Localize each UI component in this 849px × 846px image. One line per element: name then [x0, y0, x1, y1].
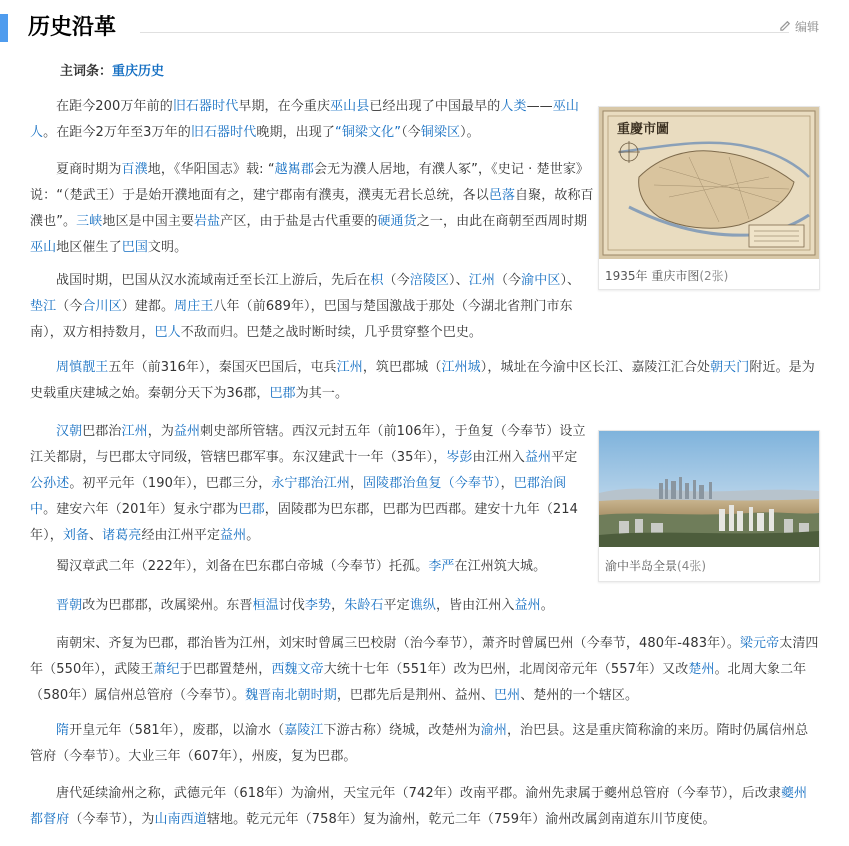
- paragraph-text: （今: [494, 273, 522, 288]
- inline-link[interactable]: 周庄王: [174, 299, 214, 314]
- inline-link[interactable]: 垫江: [30, 299, 57, 314]
- paragraph: [30, 419, 590, 549]
- paragraph-text: 经由江州平定: [141, 528, 221, 543]
- inline-link[interactable]: 铜梁区: [420, 125, 461, 140]
- inline-link[interactable]: 益州: [514, 598, 541, 613]
- paragraph-text: 开皇元年（581年），废郡，以渝水（: [69, 723, 285, 738]
- inline-link[interactable]: 山南西道: [154, 812, 207, 827]
- paragraph: [30, 781, 820, 833]
- paragraph-text: 夏商时期为: [56, 162, 122, 177]
- paragraph-text: 辖地。乾元元年（758年）复为渝州，乾元二年（759年）渝州改属剑南道东川节度使。: [206, 812, 716, 827]
- paragraph-text: 地区催生了: [56, 240, 122, 255]
- inline-link[interactable]: 益州: [220, 528, 247, 543]
- paragraph-text: ）建都。: [121, 299, 175, 314]
- inline-link[interactable]: 旧石器时代: [190, 125, 257, 140]
- figure-panorama-count: (4张): [677, 559, 707, 573]
- inline-link[interactable]: 百濮: [121, 162, 148, 177]
- figure-panorama-caption: [605, 557, 706, 574]
- inline-link[interactable]: 江州: [468, 273, 495, 288]
- inline-link[interactable]: 李势: [304, 598, 332, 613]
- inline-link[interactable]: 江州: [121, 424, 148, 439]
- figure-panorama[interactable]: [598, 430, 820, 582]
- inline-link[interactable]: 谯纵: [409, 598, 436, 613]
- main-entry-label: 主词条：: [60, 64, 113, 79]
- inline-link[interactable]: 梁元帝: [739, 636, 780, 651]
- inline-link[interactable]: 巴州: [494, 688, 521, 703]
- paragraph-text: ）、: [560, 273, 581, 288]
- pencil-icon: [779, 19, 792, 35]
- paragraph: [30, 268, 590, 346]
- paragraph-text: 地区是中国主要: [102, 214, 195, 229]
- paragraph-text: 产区，由于盐是古代重要的: [220, 214, 378, 229]
- inline-link[interactable]: 公孙述: [30, 476, 70, 491]
- paragraph-text: ，: [500, 476, 514, 491]
- paragraph-text: 。初平元年（190年），巴郡三分，: [69, 476, 272, 491]
- inline-link[interactable]: 硬通货: [377, 214, 417, 229]
- paragraph-text: 晚期，出现了: [256, 125, 335, 140]
- paragraph-text: 文明。: [147, 240, 188, 255]
- inline-link[interactable]: 巴郡治阆中: [30, 476, 567, 517]
- inline-link[interactable]: 楚州: [688, 662, 715, 677]
- paragraph-text: ，皆由江州入: [435, 598, 515, 613]
- paragraph-text: ）、: [449, 273, 469, 288]
- inline-link[interactable]: 旧石器时代: [172, 99, 239, 114]
- paragraph-text: ）。: [460, 125, 480, 140]
- inline-link[interactable]: 巫山县: [330, 99, 370, 114]
- inline-link[interactable]: 朝天门: [710, 360, 750, 375]
- edit-button[interactable]: [779, 18, 819, 35]
- paragraph-text: 平定: [383, 598, 410, 613]
- paragraph: [30, 157, 596, 261]
- map-title-text: 重慶市圖: [617, 122, 670, 137]
- paragraph-text: 改为巴郡郡，改属梁州。东晋: [82, 598, 253, 613]
- inline-link[interactable]: 嘉陵江: [284, 723, 324, 738]
- paragraph-text: ，筑巴郡城（: [362, 360, 442, 375]
- paragraph-text: 由江州入: [472, 450, 525, 465]
- paragraph: [30, 593, 590, 619]
- paragraph-text: 自聚，故称百濮也”。: [30, 188, 594, 229]
- inline-link[interactable]: 固陵郡治鱼复（今奉节）: [363, 476, 501, 491]
- inline-link[interactable]: 诸葛亮: [102, 528, 142, 543]
- inline-link[interactable]: 萧纪: [153, 662, 180, 677]
- inline-link[interactable]: 巴郡: [269, 386, 296, 401]
- paragraph-text: ，: [331, 598, 345, 613]
- inline-link[interactable]: 李严: [428, 559, 455, 574]
- paragraph-text: 大统十七年（551年）改为巴州，北周闵帝元年（557年）又改: [323, 662, 689, 677]
- section-divider: [140, 32, 789, 33]
- paragraph-text: 太清四年（550年），武陵王: [30, 636, 819, 677]
- inline-link[interactable]: 隋: [56, 723, 70, 738]
- inline-link[interactable]: 江州: [336, 360, 363, 375]
- paragraph-text: 八年（前689年），巴国与楚国激战于那处（今湖北省荆门市东南），双方相持数月，: [30, 299, 573, 340]
- inline-link[interactable]: 魏晋南北朝时期: [245, 688, 337, 703]
- section-accent-bar: [0, 14, 8, 42]
- inline-link[interactable]: 桓温: [252, 598, 279, 613]
- paragraph: [30, 94, 590, 146]
- figure-panorama-caption-text: 渝中半岛全景: [605, 559, 678, 573]
- paragraph-text: 。: [540, 598, 554, 613]
- paragraph-text: 在距今200万年前的: [56, 99, 173, 114]
- paragraph-text: 唐代延续渝州之称，武德元年（618年）为渝州，天宝元年（742年）改南平郡。渝州先隶属于夔州总管府（今奉节），后改隶: [56, 786, 781, 801]
- paragraph-text: ，为: [147, 424, 174, 439]
- panorama-image: [599, 431, 819, 547]
- inline-link[interactable]: 人类: [500, 99, 527, 114]
- inline-link[interactable]: 巫山人: [30, 99, 579, 140]
- paragraph-text: 五年（前316年），秦国灭巴国后，屯兵: [108, 360, 337, 375]
- inline-link[interactable]: 邑落: [488, 188, 516, 203]
- section-title: 历史沿革: [28, 15, 117, 40]
- inline-link[interactable]: “铜梁文化”: [334, 125, 402, 140]
- paragraph-text: 、楚州的一个辖区。: [520, 688, 639, 703]
- map-image: [599, 107, 819, 259]
- inline-link[interactable]: 巴人: [154, 325, 181, 340]
- paragraph-text: 为其一。: [295, 386, 349, 401]
- paragraph-text: ——: [526, 99, 553, 114]
- paragraph-text: 平定: [551, 450, 578, 465]
- inline-link[interactable]: 刘备: [62, 528, 90, 543]
- inline-link[interactable]: 江州城: [441, 360, 481, 375]
- paragraph-text: 。北周大象二年（580年）属信州总管府（今奉节）。: [30, 662, 807, 703]
- paragraph-text: ，固陵郡为巴东郡，巴郡为巴西郡。建安十九年（214年），: [30, 502, 579, 543]
- figure-map-caption-text: 1935年 重庆市图: [605, 269, 700, 283]
- paragraph-text: （今: [401, 125, 421, 140]
- inline-link[interactable]: 合川区: [82, 299, 122, 314]
- paragraph-text: 。在距今2万年至3万年的: [43, 125, 191, 140]
- inline-link[interactable]: 越嶲郡: [274, 162, 314, 177]
- paragraph-text: （今: [56, 299, 83, 314]
- main-entry-link[interactable]: 重庆历史: [112, 64, 165, 79]
- paragraph-text: （今: [383, 273, 410, 288]
- paragraph-text: 早期，在今重庆: [238, 99, 331, 114]
- inline-link[interactable]: 夔州都督府: [30, 786, 808, 827]
- paragraph: [30, 718, 820, 770]
- paragraph-text: 蜀汉章武二年（222年），刘备在巴东郡白帝城（今奉节）托孤。: [56, 559, 429, 574]
- paragraph: [30, 631, 820, 709]
- inline-link[interactable]: 岩盐: [194, 214, 221, 229]
- inline-link[interactable]: 巴郡: [238, 502, 265, 517]
- figure-map-caption: [605, 267, 728, 284]
- edit-label: 编辑: [794, 20, 819, 34]
- paragraph-text: （今奉节），为: [69, 812, 155, 827]
- inline-link[interactable]: 周慎靓王: [56, 360, 109, 375]
- inline-link[interactable]: 三峡: [76, 214, 103, 229]
- paragraph-text: 地，《华阳国志》载: “: [147, 162, 275, 177]
- paragraph-text: ，巴郡先后是荆州、益州、: [336, 688, 495, 703]
- paragraph-text: 不敌而归。巴楚之战时断时续，几乎贯穿整个巴史。: [180, 325, 483, 340]
- paragraph-text: ），城址在今渝中区长江、嘉陵江汇合处: [480, 360, 711, 375]
- inline-link[interactable]: 枳: [370, 273, 384, 288]
- inline-link[interactable]: 涪陵区: [409, 273, 450, 288]
- paragraph: [30, 355, 820, 407]
- figure-map[interactable]: [598, 106, 820, 290]
- inline-link[interactable]: 渝中区: [521, 273, 561, 288]
- inline-link[interactable]: 西魏文帝: [271, 662, 324, 677]
- paragraph-text: 附近。是为史载重庆建城之始。秦朝分天下为36郡，: [30, 360, 815, 401]
- inline-link[interactable]: 晋朝: [56, 598, 83, 613]
- paragraph-text: 巴郡治: [82, 424, 122, 439]
- inline-link[interactable]: 汉朝: [56, 424, 83, 439]
- paragraph-text: 在江州筑大城。: [454, 559, 547, 574]
- paragraph-text: 于巴郡置楚州，: [179, 662, 272, 677]
- paragraph-text: 讨伐: [278, 598, 305, 613]
- main-entry: [60, 60, 164, 79]
- inline-link[interactable]: 岑彭: [446, 450, 473, 465]
- inline-link[interactable]: 巴国: [121, 240, 148, 255]
- paragraph-text: 之一，由此在商朝至西周时期: [416, 214, 588, 229]
- inline-link[interactable]: 益州: [173, 424, 201, 439]
- paragraph-text: 已经出现了中国最早的: [369, 99, 501, 114]
- paragraph-text: 战国时期，巴国从汉水流域南迁至长江上游后，先后在: [56, 273, 371, 288]
- inline-link[interactable]: 永宁郡治江州: [271, 476, 350, 491]
- paragraph-text: 刺史部所管辖。西汉元封五年（前106年），于鱼复（今奉节）设立江关都尉，与巴郡太守同级，管辖巴郡军事。东汉建武十一年（35年），: [30, 424, 586, 465]
- paragraph-text: ，: [349, 476, 364, 491]
- section-header: [0, 10, 849, 48]
- paragraph: [30, 554, 590, 580]
- paragraph-text: 。建安六年（201年）复永宁郡为: [43, 502, 239, 517]
- paragraph-text: 南朝宋、齐复为巴郡，郡治皆为江州，刘宋时曾属三巴校尉（治今奉节），萧齐时曾属巴州（今奉节，480年-483年）。: [56, 636, 740, 651]
- paragraph-text: 、: [89, 528, 103, 543]
- inline-link[interactable]: 巫山: [30, 240, 57, 255]
- inline-link[interactable]: 渝州: [480, 723, 507, 738]
- figure-map-count: (2张): [699, 269, 729, 283]
- paragraph-text: 会无为濮人居地，有濮人冢”，《史记 · 楚世家》说：“（楚武王）于是始开濮地面有之，建宁郡南有濮夷，濮夷无君长总统，各以: [30, 162, 590, 203]
- paragraph-text: 。: [246, 528, 260, 543]
- inline-link[interactable]: 朱龄石: [344, 598, 384, 613]
- paragraph-text: 下游古称）绕城，改楚州为: [323, 723, 481, 738]
- inline-link[interactable]: 益州: [524, 450, 552, 465]
- paragraph-text: ，治巴县。这是重庆简称渝的来历。隋时仍属信州总管府（今奉节）。大业三年（607年），州废，复为巴郡。: [30, 723, 809, 764]
